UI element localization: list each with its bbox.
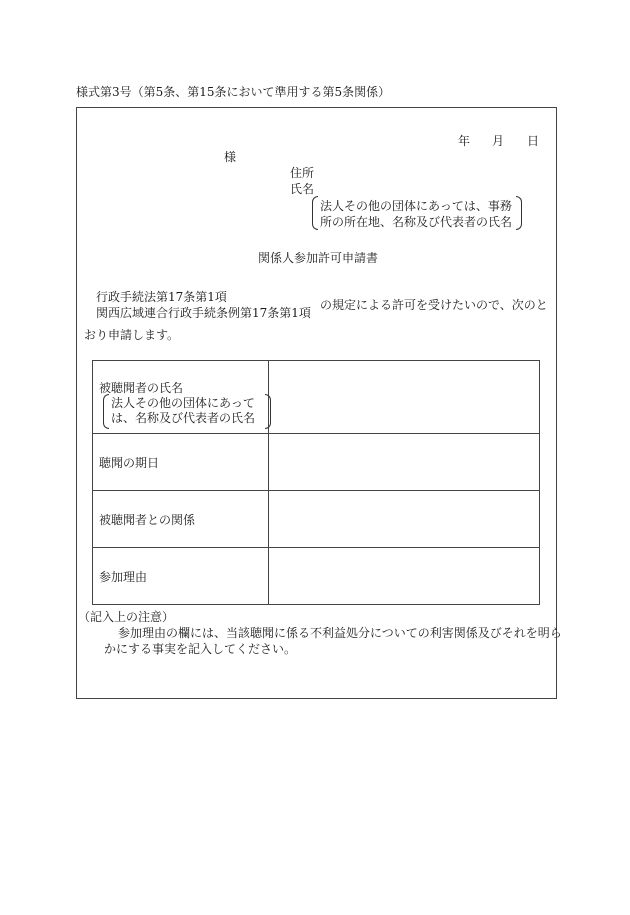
law-option-1: 行政手続法第17条第1項 xyxy=(96,290,227,304)
body-text-continuation: の規定による許可を受けたいので、次のと xyxy=(320,298,548,312)
hearing-date-value[interactable] xyxy=(269,434,540,491)
name-label: 氏名 xyxy=(290,182,315,196)
document-title: 関係人参加許可申請書 xyxy=(258,251,379,265)
table-label-cell xyxy=(93,434,269,491)
applicant-note-bracket-right xyxy=(516,196,522,230)
notes-heading: （記入上の注意） xyxy=(78,610,175,624)
info-table xyxy=(92,360,540,605)
respondent-note-bracket-left xyxy=(103,394,109,429)
participation-reason-label: 参加理由 xyxy=(99,569,148,584)
addressee-suffix: 様 xyxy=(224,150,237,164)
relationship-value[interactable] xyxy=(269,491,540,548)
law-option-2: 関西広域連合行政手続条例第17条第1項 xyxy=(96,306,311,320)
respondent-note-bracket-right xyxy=(265,394,271,429)
date-month: 月 xyxy=(492,134,505,148)
table-row xyxy=(93,361,540,434)
table-label-cell xyxy=(93,491,269,548)
table-label-cell xyxy=(93,361,269,434)
body-text-line2: おり申請します。 xyxy=(84,328,180,342)
table-row xyxy=(93,548,540,605)
date-day: 日 xyxy=(527,134,540,148)
notes-line2: かにする事実を記入してください。 xyxy=(104,642,297,656)
relationship-label: 被聴聞者との関係 xyxy=(99,512,196,527)
notes-line1: 参加理由の欄には、当該聴聞に係る不利益処分についての利害関係及びそれを明ら xyxy=(118,626,562,640)
applicant-note-line2: 所の所在地、名称及び代表者の氏名 xyxy=(320,215,513,229)
applicant-note-bracket-left xyxy=(312,196,318,230)
applicant-note-line1: 法人その他の団体にあっては、事務 xyxy=(320,199,512,213)
table-row xyxy=(93,434,540,491)
hearing-date-label: 聴聞の期日 xyxy=(99,455,160,470)
table-row xyxy=(93,491,540,548)
respondent-name-label: 被聴聞者の氏名 xyxy=(99,381,184,395)
form-number: 様式第3号（第5条、第15条において準用する第5条関係） xyxy=(76,85,391,99)
table-label-cell xyxy=(93,548,269,605)
respondent-name-value[interactable] xyxy=(269,361,540,434)
address-label: 住所 xyxy=(290,166,315,180)
participation-reason-value[interactable] xyxy=(269,548,540,605)
respondent-note-line2: は、名称及び代表者の氏名 xyxy=(111,411,256,425)
date-year: 年 xyxy=(458,134,471,148)
respondent-note-line1: 法人その他の団体にあって xyxy=(111,396,255,410)
